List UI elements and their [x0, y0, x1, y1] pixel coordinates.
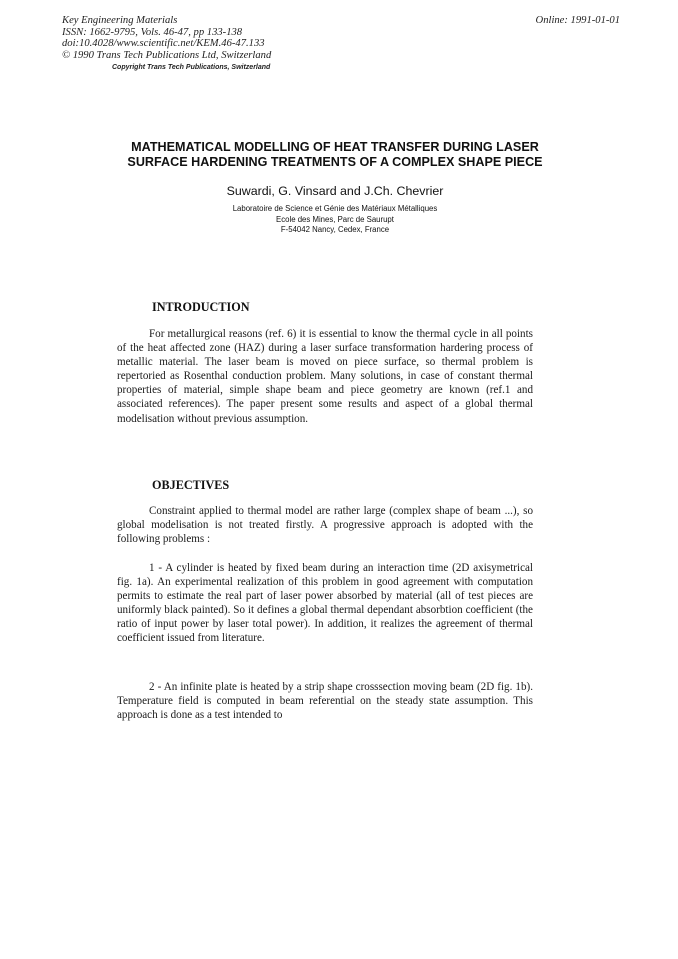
paper-title	[100, 140, 570, 170]
affiliation-line-3: F-54042 Nancy, Cedex, France	[280, 225, 390, 234]
objectives-paragraph-3: 2 - An infinite plate is heated by a strip shape crosssection moving beam (2D fig. 1b). Temperature field is computed in beam referential on the steady state assumption. This approach is done as a test intended to	[117, 681, 533, 722]
objectives-heading: OBJECTIVES	[152, 478, 230, 492]
issn-line: ISSN: 1662-9795, Vols. 46-47, pp 133-138	[62, 26, 243, 38]
objectives-paragraph-1: Constraint applied to thermal model are rather large (complex shape of beam ...), so global modelisation is not treated firstly. A progressive approach is adopted with the following problems :	[117, 505, 533, 546]
doi-line: doi:10.4028/www.scientific.net/KEM.46-47.133	[62, 38, 265, 50]
introduction-heading: INTRODUCTION	[152, 300, 250, 314]
introduction-paragraph: For metallurgical reasons (ref. 6) it is essential to know the thermal cycle in all points of the heat affected zone (HAZ) during a laser surface transformation hardering process of metallic material. The laser beam is moved on piece surface, so thermal problem is repertoried as Rosenthal conduction problem. Many solutions, in case of constant thermal properties of material, simple shape beam and piece geometry are known (ref.1 and associated references). The paper present some results and aspect of a global thermal modelisation without previous assumption.	[117, 328, 533, 425]
journal-name: Key Engineering Materials	[62, 15, 178, 26]
affiliation-line-2: Ecole des Mines, Parc de Saurupt	[276, 214, 394, 224]
journal-header	[62, 15, 362, 72]
authors: Suwardi, G. Vinsard and J.Ch. Chevrier	[226, 184, 444, 198]
publisher-line: Copyright Trans Tech Publications, Switzerland	[112, 64, 271, 72]
objectives-paragraph-2: 1 - A cylinder is heated by fixed beam during an interaction time (2D axisymetrical fig. 1a). An experimental realization of this problem in good agreement with computation permits to estimate the real part of laser power absorbed by material (all of test pieces are uniformly black painted). So it defines a global thermal dependant absorbtion coefficient (the ratio of input power by laser total power). In addition, it realizes the agreement of thermal coefficient issued from literature.	[117, 562, 533, 645]
affiliation	[100, 204, 570, 236]
affiliation-line-1: Laboratoire de Science et Génie des Matériaux Métalliques	[232, 204, 438, 213]
title-line-1: MATHEMATICAL MODELLING OF HEAT TRANSFER DURING LASER	[131, 140, 539, 154]
title-line-2: SURFACE HARDENING TREATMENTS OF A COMPLEX SHAPE PIECE	[127, 155, 543, 169]
online-date: Online: 1991-01-01	[535, 15, 620, 26]
copyright-line: © 1990 Trans Tech Publications Ltd, Switzerland	[62, 49, 272, 61]
